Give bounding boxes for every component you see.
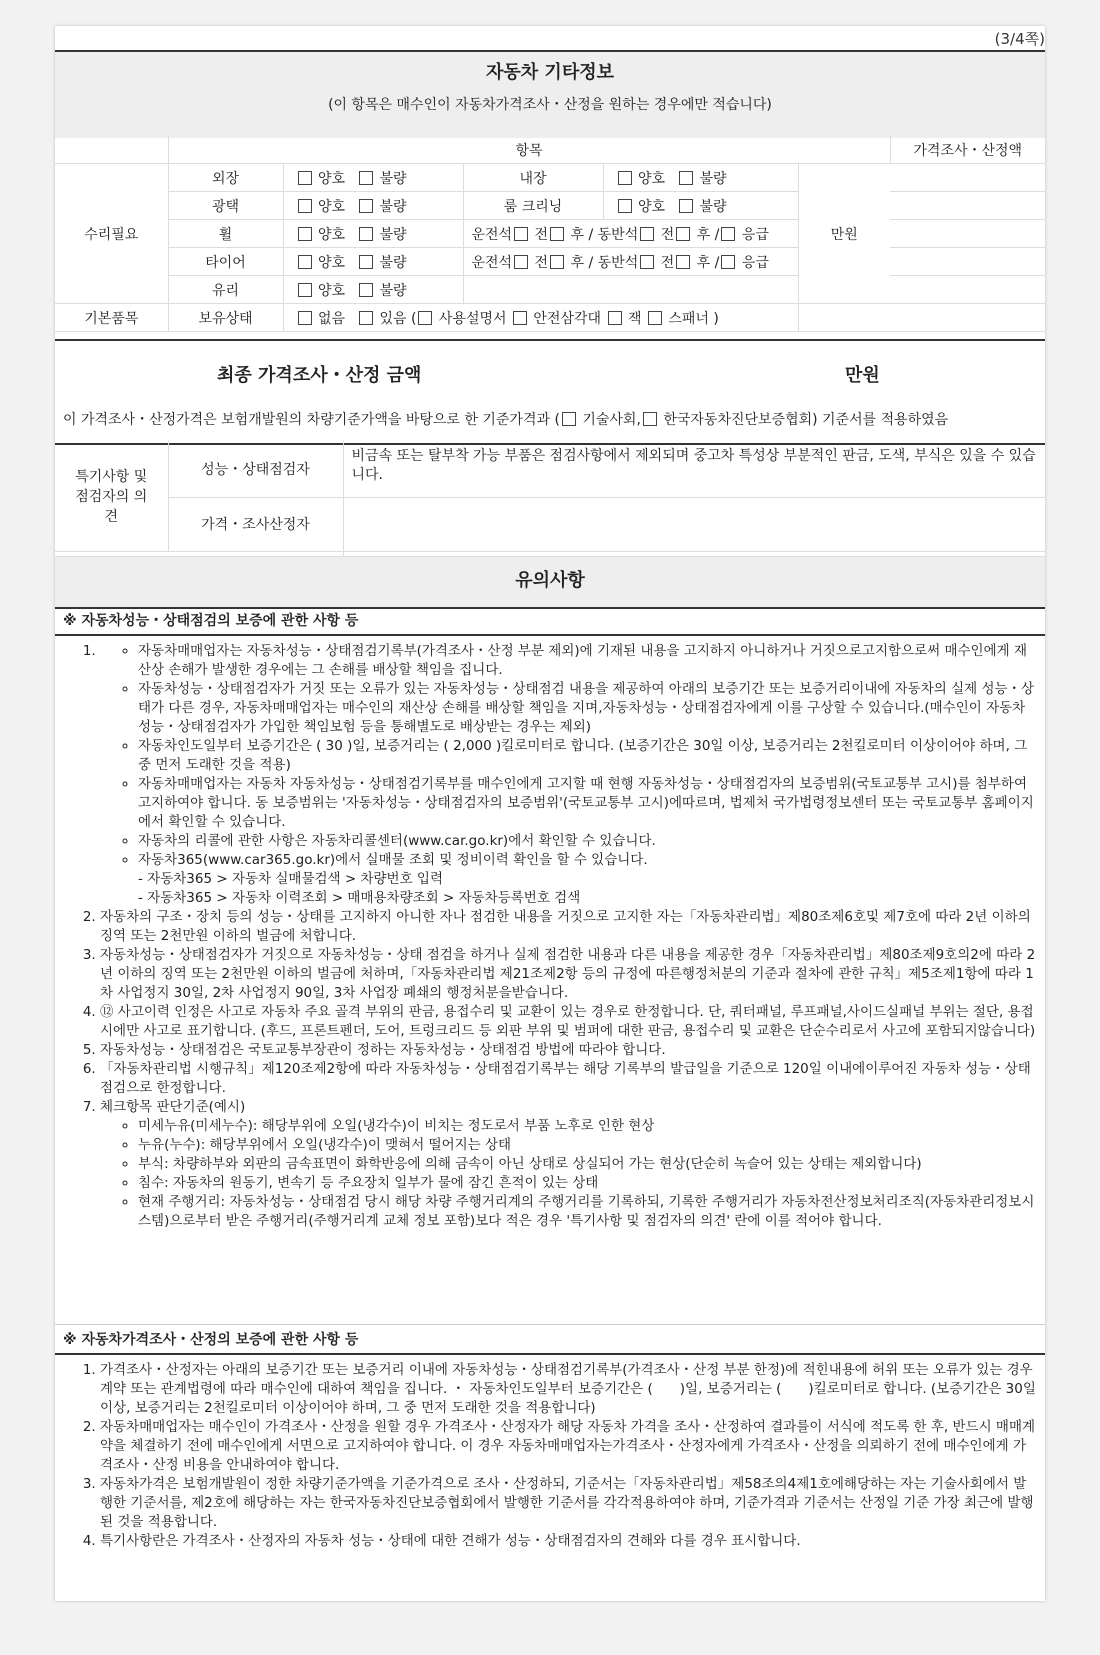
section-title: 자동차 기타정보	[486, 62, 614, 83]
list-item: ◦ 부식: 차량하부와 외판의 금속표면이 화학반응에 의해 금속이 아닌 상태로 상실되어 가는 현상(단순히 녹슬어 있는 상태는 제외합니다)	[138, 1155, 1037, 1174]
list-item: ◦ 자동차365(www.car365.go.kr)에서 실매물 조회 및 정비이력 확인을 할 수 있습니다.	[138, 851, 1037, 870]
good-bad-check: 양호 불량	[603, 164, 798, 192]
checkbox[interactable]	[514, 255, 528, 269]
section1-list	[55, 642, 1045, 1231]
inspector-label: 성능・상태점검자	[168, 441, 343, 497]
list-item: 3. 자동차성능・상태점검자가 거짓으로 자동차성능・상태 점검을 하거나 실제 점검한 내용과 다른 내용을 제공한 경우「자동차관리법」제80조제9호의2에 따라 2년 이하의 징역 또는 2천만원 이하의 벌금에 처하며,「자동차관리법 제21조제2항 등의 규정에 따른행정처분의 기준과 절차에 관한 규칙」제5조제1항에 따라 1차 사업정지 30일, 2차 사업정지 90일, 3차 사업장 폐쇄의 행정처분을받습니다.	[100, 946, 1045, 1003]
checkbox[interactable]	[562, 412, 576, 426]
checkbox[interactable]	[298, 199, 312, 213]
list-item: ◦ 자동차매매업자는 자동차 자동차성능・상태점검기록부를 매수인에게 고지할 때 현행 자동차성능・상태점검자의 보증범위(국토교통부 고시)를 첨부하여 고지하여야 합니다. 동 보증범위는 '자동차성능・상태점검자의 보증범위'(국토교통부 고시)에따르며, 법제처 국가법령정보센터 또는 국토교통부 홈페이지에서 확인할 수 있습니다.	[138, 775, 1037, 832]
section2-title: ※ 자동차가격조사・산정의 보증에 관한 사항 등	[55, 1324, 1045, 1355]
checkbox[interactable]	[679, 171, 693, 185]
list-item: ◦ 자동차인도일부터 보증기간은 ( 30 )일, 보증거리는 ( 2,000 )킬로미터로 합니다. (보증기간은 30일 이상, 보증거리는 2천킬로미터 이상이어야 하며, 그 중 먼저 도래한 것을 적용)	[138, 737, 1037, 775]
page-number: (3/4쪽)	[994, 30, 1045, 48]
list-item: ◦ 현재 주행거리: 자동차성능・상태점검 당시 해당 차량 주행거리계의 주행거리를 기록하되, 기록한 주행거리가 자동차전산정보처리조직(자동차관리정보시스템)으로부터 받은 주행거리(주행거리계 교체 정보 포함)보다 적은 경우 '특기사항 및 점검자의 의견' 란에 이를 적어야 합니다.	[138, 1193, 1037, 1231]
list-item: 4. 특기사항란은 가격조사・산정자의 자동차 성능・상태에 대한 견해가 성능・상태점검자의 견해와 다를 경우 표시합니다.	[100, 1532, 1045, 1551]
checkbox[interactable]	[359, 311, 373, 325]
inspector-opinion: 비금속 또는 탈부착 가능 부품은 점검사항에서 제외되며 중고차 특성상 부분적인 판금, 도색, 부식은 있을 수 있습니다.	[343, 441, 1045, 497]
basic-label: 기본품목	[55, 304, 168, 332]
checkbox[interactable]	[418, 311, 432, 325]
repair-label: 수리필요	[55, 164, 168, 304]
row-label: 휠	[168, 220, 283, 248]
row-label: 내장	[463, 164, 603, 192]
checkbox[interactable]	[359, 283, 373, 297]
price-warranty-section	[55, 1324, 1045, 1596]
etc-header	[55, 50, 1045, 138]
checkbox[interactable]	[640, 227, 654, 241]
possess-label: 보유상태	[168, 304, 283, 332]
list-item: 2. 자동차매매업자는 매수인이 가격조사・산정을 원할 경우 가격조사・산정자가 해당 자동차 가격을 조사・산정하여 결과를이 서식에 적도록 한 후, 반드시 매매계약을 체결하기 전에 매수인에게 서면으로 고지하여야 합니다. 이 경우 자동차매매업자는가격조사・산정자에게 가격조사・산정을 의뢰하기 전에 매수인에게 가격조사・산정 비용을 안내하여야 합니다.	[100, 1418, 1045, 1475]
list-item: ◦ 자동차성능・상태점검자가 거짓 또는 오류가 있는 자동차성능・상태점검 내용을 제공하여 아래의 보증기간 또는 보증거리이내에 자동차의 실제 성능・상태가 다른 경우, 자동차매매업자는 매수인의 재산상 손해를 배상할 책임을 지며,자동차성능・상태점검자에게 이를 구상할 수 있습니다.(매수인이 자동차성능・상태점검자가 가입한 책임보험 등을 통해별도로 배상받는 경우는 제외)	[138, 680, 1037, 737]
list-item: 4. ⑫ 사고이력 인정은 사고로 자동차 주요 골격 부위의 판금, 용접수리 및 교환이 있는 경우로 한정합니다. 단, 쿼터패널, 루프패널,사이드실패널 부위는 절단, 용접 시에만 사고로 표기합니다. (후드, 프론트펜더, 도어, 트렁크리드 등 외판 부위 및 범퍼에 대한 판금, 용접수리 및 교환은 단순수리로서 사고에 포함되지않습니다)	[100, 1003, 1045, 1041]
final-price-label: 최종 가격조사・산정 금액	[217, 365, 422, 386]
section1-title: ※ 자동차성능・상태점검의 보증에 관한 사항 등	[55, 606, 1045, 636]
list-item: 1. 가격조사・산정자는 아래의 보증기간 또는 보증거리 이내에 자동차성능・상태점검기록부(가격조사・산정 부분 한정)에 적힌내용에 허위 또는 오류가 있는 경우 계약 또는 관계법령에 따라 매수인에 대하여 책임을 집니다. ・ 자동차인도일부터 보증기간은 ( )일, 보증거리는 ( )킬로미터로 합니다. (보증기간은 30일 이상, 보증거리는 2천킬로미터 이상이어야 하며, 그 중 먼저 도래한 것을 적용합니다)	[100, 1361, 1045, 1418]
section-subtitle: (이 항목은 매수인이 자동차가격조사・산정을 원하는 경우에만 적습니다)	[328, 97, 772, 113]
checkbox[interactable]	[550, 255, 564, 269]
row-label: 광택	[168, 192, 283, 220]
basis-statement: 이 가격조사・산정가격은 보험개발원의 차량기준가액을 바탕으로 한 기준가격과 ( 기술사회, 한국자동차진단보증협회) 기준서를 적용하였음	[63, 412, 949, 428]
appraiser-opinion	[343, 497, 1045, 551]
list-item: ◦ 자동차의 리콜에 관한 사항은 자동차리콜센터(www.car.go.kr)에서 확인할 수 있습니다.	[138, 832, 1037, 851]
checkbox[interactable]	[298, 171, 312, 185]
list-item: 7. 체크항목 판단기준(예시) ◦ 미세누유(미세누수): 해당부위에 오일(냉각수)이 비치는 정도로서 부품 노후로 인한 현상 ◦ 누유(누수): 해당부위에서 오일(냉각수)이 맺혀서 떨어지는 상태 ◦ 부식: 차량하부와 외판의 금속표면이 화학반응에 의해 금속이 아닌 상태로 상실되어 가는 현상(단순히 녹슬어 있는 상태는 제외합니다) ◦ 침수: 자동차의 원동기, 변속기 등 주요장치 일부가 물에 잠긴 흔적이 있는 상태 ◦ 현재 주행거리: 자동차성능・상태점검 당시 해당 차량 주행거리계의 주행거리를 기록하되, 기록한 주행거리가 자동차전산정보처리조직(자동차관리정보시스템)으로부터 받은 주행거리(주행거리계 교체 정보 포함)보다 적은 경우 '특기사항 및 점검자의 의견' 란에 이를 적어야 합니다.	[100, 1098, 1045, 1231]
list-item: 6. 「자동차관리법 시행규칙」제120조제2항에 따라 자동차성능・상태점검기록부는 해당 기록부의 발급일을 기준으로 120일 이내에이루어진 자동차 성능・상태점검으로 한정합니다.	[100, 1060, 1045, 1098]
row-label: 타이어	[168, 248, 283, 276]
checkbox[interactable]	[298, 311, 312, 325]
checkbox[interactable]	[721, 255, 735, 269]
checkbox[interactable]	[359, 171, 373, 185]
checkbox[interactable]	[676, 227, 690, 241]
checkbox[interactable]	[359, 227, 373, 241]
list-item: ◦ 침수: 자동차의 원동기, 변속기 등 주요장치 일부가 물에 잠긴 흔적이 있는 상태	[138, 1174, 1037, 1193]
col-item-header: 항목	[168, 136, 890, 164]
possess-check: 없음 있음 ( 사용설명서 안전삼각대 잭 스패너 )	[283, 304, 798, 332]
list-item: - 자동차365 > 자동차 실매물검색 > 차량번호 입력	[138, 871, 443, 887]
good-bad-check: 양호 불량	[283, 192, 463, 220]
checkbox[interactable]	[513, 311, 527, 325]
checkbox[interactable]	[721, 227, 735, 241]
list-item: 2. 자동차의 구조・장치 등의 성능・상태를 고지하지 아니한 자나 점검한 내용을 거짓으로 고지한 자는「자동차관리법」제80조제6호및 제7호에 따라 2년 이하의 징역 또는 2천만원 이하의 벌금에 처합니다.	[100, 908, 1045, 946]
checkbox[interactable]	[676, 255, 690, 269]
good-bad-check: 양호 불량	[603, 192, 798, 220]
list-item: ◦ 미세누유(미세누수): 해당부위에 오일(냉각수)이 비치는 정도로서 부품 노후로 인한 현상	[138, 1117, 1037, 1136]
checkbox[interactable]	[618, 171, 632, 185]
good-bad-check: 양호 불량	[283, 248, 463, 276]
seat-check: 운전석 전 후 / 동반석 전 후 / 응급	[463, 248, 798, 276]
list-item: ◦ 누유(누수): 해당부위에서 오일(냉각수)이 맺혀서 떨어지는 상태	[138, 1136, 1037, 1155]
list-item: 3. 자동차가격은 보험개발원이 정한 차량기준가액을 기준가격으로 조사・산정하되, 기준서는「자동차관리법」제58조의4제1호에해당하는 자는 기술사회에서 발행한 기준서를, 제2호에 해당하는 자는 한국자동차진단보증협회에서 발행한 기준서를 각각적용하여야 하며, 기준가격과 기준서는 산정일 기준 가장 최근에 발행된 것을 적용합니다.	[100, 1475, 1045, 1532]
etc-table	[55, 136, 1045, 332]
list-item: ◦ 1. 자동차매매업자는 자동차성능・상태점검기록부(가격조사・산정 부분 제외)에 기재된 내용을 고지하지 아니하거나 거짓으로고지함으로써 매수인에게 재산상 손해가 발생한 경우에는 그 손해를 배상할 책임을 집니다.	[138, 642, 1037, 680]
performance-warranty-section	[55, 606, 1045, 1316]
row-label: 룸 크리닝	[463, 192, 603, 220]
list-item: - 자동차365 > 자동차 이력조회 > 매매용차량조회 > 자동차등록번호 검색	[138, 890, 581, 906]
checkbox[interactable]	[648, 311, 662, 325]
checkbox[interactable]	[640, 255, 654, 269]
checkbox[interactable]	[298, 255, 312, 269]
checkbox[interactable]	[359, 255, 373, 269]
checkbox[interactable]	[550, 227, 564, 241]
checkbox[interactable]	[359, 199, 373, 213]
checkbox[interactable]	[643, 412, 657, 426]
final-price-unit: 만원	[845, 365, 880, 386]
good-bad-check: 양호 불량	[283, 220, 463, 248]
document-page	[55, 26, 1045, 1601]
list-item: 5. 자동차성능・상태점검은 국토교통부장관이 정하는 자동차성능・상태점검 방법에 따라야 합니다.	[100, 1041, 1045, 1060]
section2-list	[55, 1361, 1045, 1551]
checkbox[interactable]	[298, 283, 312, 297]
appraiser-label: 가격・조사산정자	[168, 497, 343, 551]
seat-check: 운전석 전 후 / 동반석 전 후 / 응급	[463, 220, 798, 248]
col-price-header: 가격조사・산정액	[890, 136, 1045, 164]
checkbox[interactable]	[679, 199, 693, 213]
checkbox[interactable]	[608, 311, 622, 325]
final-price	[55, 339, 1045, 445]
manwon-label: 만원	[798, 164, 890, 304]
opinion-group-label: 특기사항 및 점검자의 의견	[55, 441, 168, 551]
checkbox[interactable]	[514, 227, 528, 241]
checkbox[interactable]	[298, 227, 312, 241]
checkbox[interactable]	[618, 199, 632, 213]
row-label: 유리	[168, 276, 283, 304]
caution-title: 유의사항	[55, 556, 1045, 609]
row-label: 외장	[168, 164, 283, 192]
good-bad-check: 양호 불량	[283, 164, 463, 192]
list-item	[100, 642, 1045, 908]
good-bad-check: 양호 불량	[283, 276, 463, 304]
